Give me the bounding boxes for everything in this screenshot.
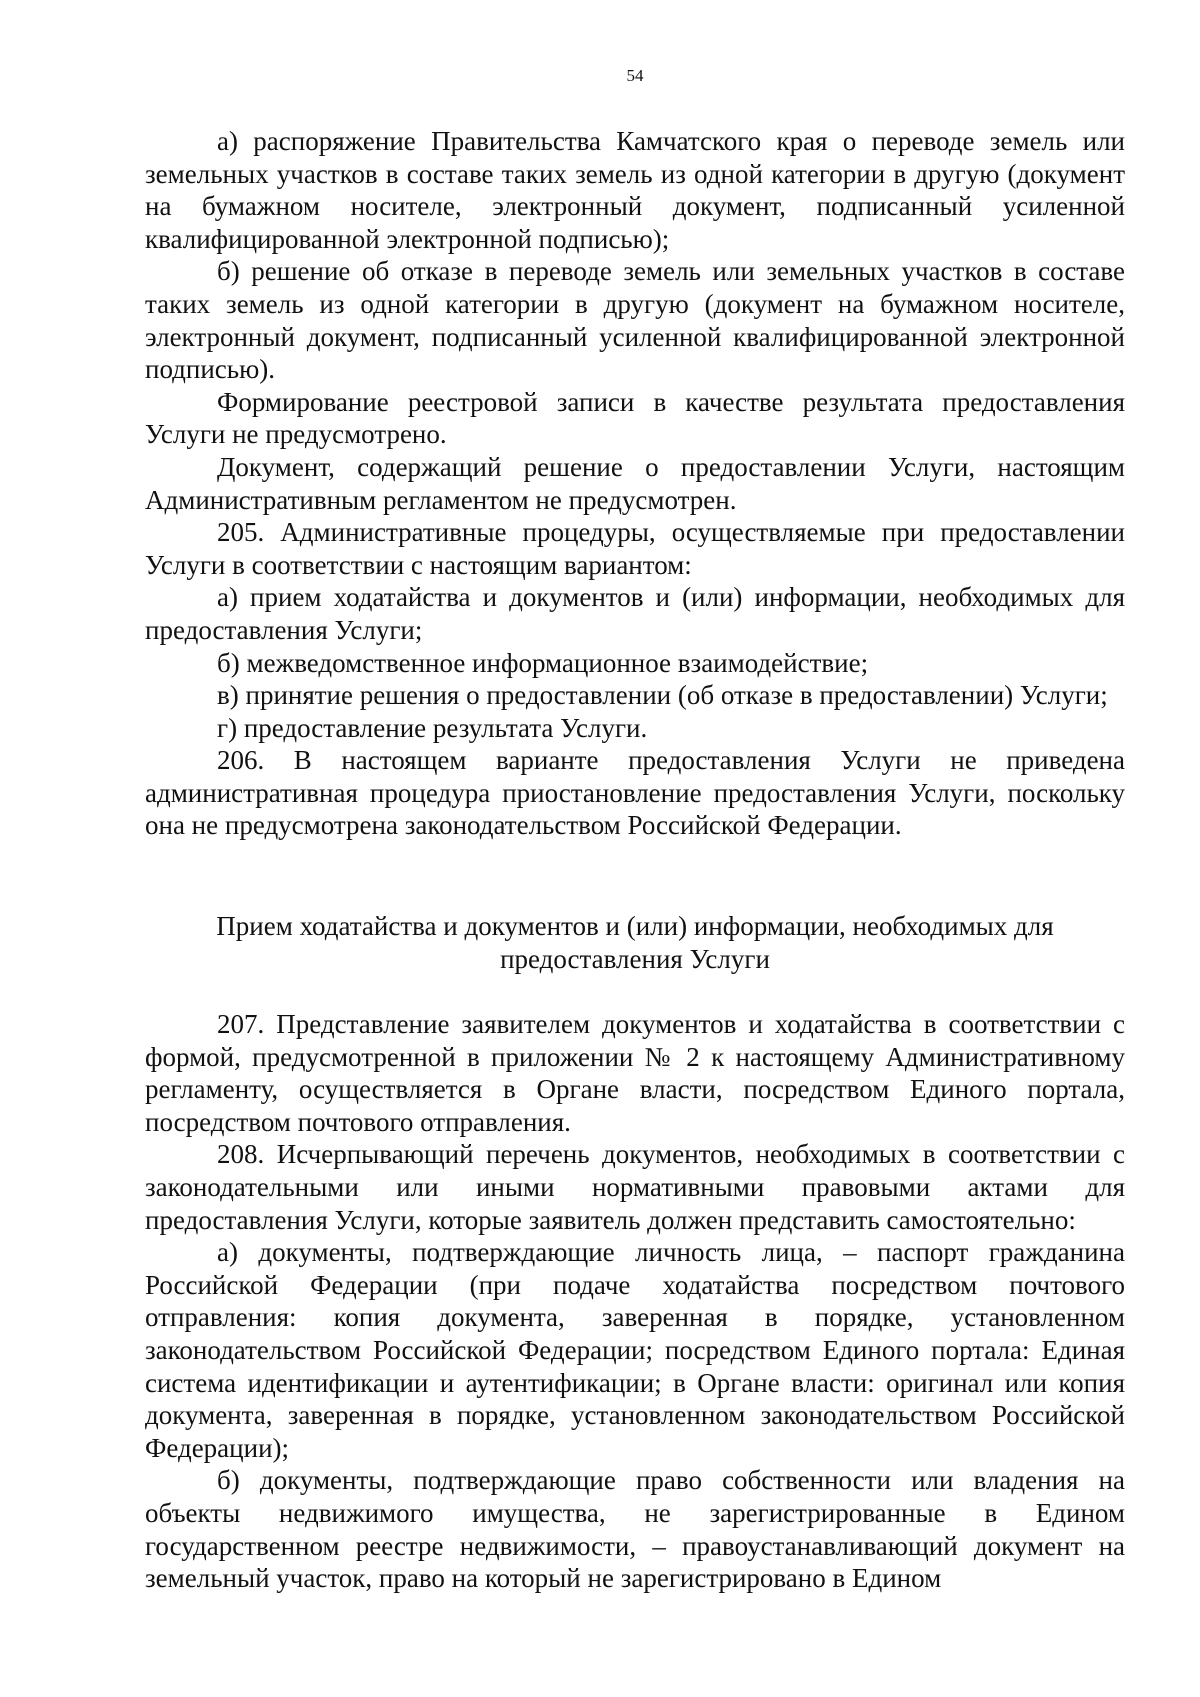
paragraph-registry-record: Формирование реестровой записи в качестве результата предоставления Услуги не предусмотрено. — [145, 386, 1125, 450]
paragraph-205-a: а) прием ходатайства и документов и (или) информации, необходимых для предоставления Услуги; — [145, 582, 1125, 645]
page-number: 54 — [626, 66, 644, 85]
paragraph-207: 207. Представление заявителем документов и ходатайства в соответствии с формой, предусмотренной в приложении № 2 к настоящему Административному регламенту, осуществляется в Органе власти, посредством Единого портала, посредством почтового отправления. — [145, 1009, 1125, 1137]
paragraph-205-b: б) межведомственное информационное взаимодействие; — [217, 647, 869, 678]
text-block-after-heading — [145, 1008, 1125, 1595]
paragraph-refusal-decision: б) решение об отказе в переводе земель или земельных участков в составе таких земель из одной категории в другую (документ на бумажном носителе, электронный документ, подписанный усиленной квалифицированной электронной подписью). — [145, 256, 1125, 385]
section-heading — [145, 910, 1125, 975]
paragraph-decision-transfer: а) распоряжение Правительства Камчатского края о переводе земель или земельных участков в составе таких земель из одной категории в другую (документ на бумажном носителе, электронный документ, подписанный усиленной квалифицированной электронной подписью); — [145, 126, 1125, 254]
section-heading-line-2: предоставления Услуги — [500, 943, 770, 974]
paragraph-208-b: б) документы, подтверждающие право собственности или владения на объекты недвижимого имущества, не зарегистрированные в Едином государственном реестре недвижимости, – правоустанавливающий документ на земельный участок, право на который не зарегистрировано в Едином — [145, 1465, 1125, 1594]
paragraph-206: 206. В настоящем варианте предоставления Услуги не приведена административная процедура приостановление предоставления Услуги, поскольку она не предусмотрена законодательством Российской Федерации. — [145, 745, 1125, 841]
paragraph-208-a: а) документы, подтверждающие личность лица, – паспорт гражданина Российской Федерации (при подаче ходатайства посредством почтового отправления: копия документа, заверенная в порядке, установленном законодательством Российской Федерации; посредством Единого портала: Единая система идентификации и аутентификации; в Органе власти: оригинал или копия документа, заверенная в порядке, установленном законодательством Российской Федерации); — [145, 1237, 1125, 1463]
section-heading-line-1: Прием ходатайства и документов и (или) информации, необходимых для — [216, 911, 1054, 941]
paragraph-205-v: в) принятие решения о предоставлении (об отказе в предоставлении) Услуги; — [217, 680, 1108, 711]
paragraph-205: 205. Административные процедуры, осуществляемые при предоставлении Услуги в соответствии с настоящим вариантом: — [145, 517, 1125, 580]
paragraph-205-g: г) предоставление результата Услуги. — [217, 712, 648, 743]
paragraph-decision-document: Документ, содержащий решение о предоставлении Услуги, настоящим Административным регламентом не предусмотрен. — [145, 451, 1125, 515]
text-block-before-heading — [145, 125, 1125, 842]
paragraph-208: 208. Исчерпывающий перечень документов, необходимых в соответствии с законодательными или иными нормативными правовыми актами для предоставления Услуги, которые заявитель должен представить самостоятельно: — [145, 1139, 1125, 1235]
